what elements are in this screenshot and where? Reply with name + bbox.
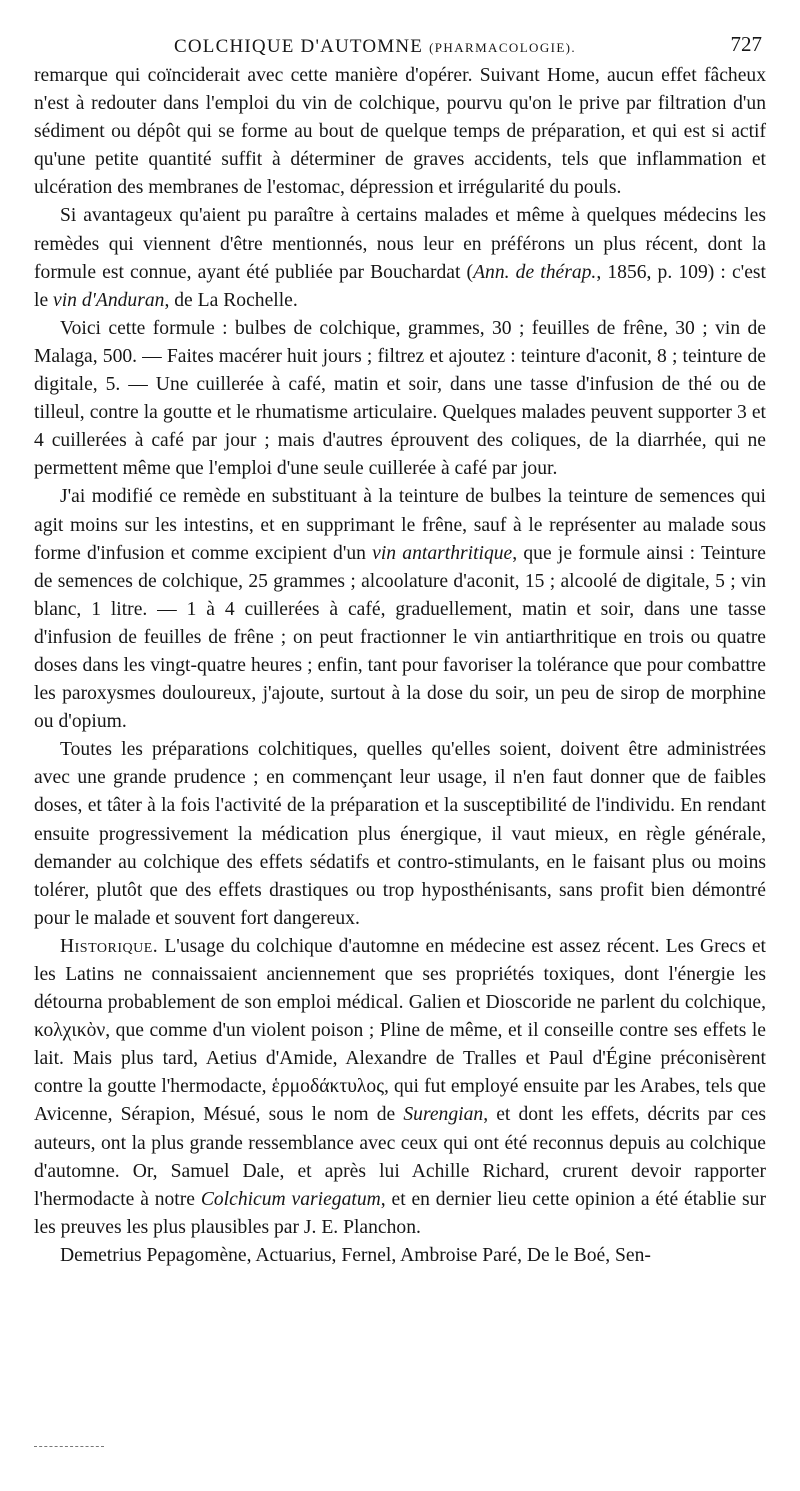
text-run: remarque qui coïnciderait avec cette manière d'opérer. Suivant Home, aucun effet fâcheux n'est à redouter dans l'emploi du vin de colchique, pourvu qu'on le prive par filtration d'un sédiment ou dépôt qui se forme au bout de quelque temps de préparation, et qui est si actif qu'une petite quantité suffit à déterminer de graves accidents, tels que inflammation et ulcération des membranes de l'estomac, dépression et irrégularité du pouls. [34, 65, 766, 199]
running-title [174, 36, 576, 58]
book-page [34, 28, 766, 1270]
body-text [34, 62, 766, 1270]
text-run: L'usage du colchique d'automne en médecine est assez récent. Les Grecs et les Latins ne connaissaient anciennement que ses propriétés toxiques, dont l'énergie les détourna probablement de son emploi médical. Galien et Dioscoride ne parlent du colchique, κολχικὸν, que comme d'un violent poison ; Pline de même, et il conseille contre ses effets le lait. Mais plus tard, Aetius d'Amide, Alexandre de Tralles et Paul d'Égine préconisèrent contre la goutte l'hermodacte, ἑρμοδάκτυλος, qui fut employé ensuite par les Arabes, tels que Avicenne, Sérapion, Mésué, sous le nom de [34, 935, 766, 1126]
paragraph-5 [34, 736, 766, 933]
running-title-section: (PHARMACOLOGIE). [429, 40, 577, 55]
text-run: Colchicum variegatum [200, 1188, 381, 1210]
paragraph-historique [34, 933, 766, 1242]
text-run: Historique. [60, 935, 159, 957]
text-run: vin antarthritique [372, 542, 513, 564]
text-run: Surengian [403, 1104, 484, 1126]
text-run: Demetrius Pepagomène, Actuarius, Fernel, Ambroise Paré, De le Boé, Sen- [60, 1244, 651, 1266]
paragraph-4 [34, 483, 766, 736]
text-run: vin d'Anduran [53, 289, 165, 311]
text-run: , que je formule ainsi : Teinture de semences de colchique, 25 grammes ; alcoolature d'aconit, 15 ; alcoolé de digitale, 5 ; vin blanc, 1 litre. — 1 à 4 cuillerées à café, graduellement, matin et soir, dans une tasse d'infusion de feuilles de frêne ; on peut fractionner le vin antiarthritique en trois ou quatre doses dans les vingt-quatre heures ; enfin, tant pour favoriser la tolérance que pour combattre les paroxysmes douloureux, j'ajoute, surtout à la dose du soir, un peu de sirop de morphine ou d'opium. [34, 542, 766, 733]
text-run: J'ai modifié ce remède en substituant à la teinture de bulbes la teinture de semences qui agit moins sur les intestins, et en supprimant le frêne, sauf à le représenter au malade sous forme d'infusion et comme excipient d'un [34, 486, 766, 564]
text-run: Ann. de thérap. [473, 261, 597, 283]
paragraph-2 [34, 202, 766, 314]
paragraph-3 [34, 315, 766, 484]
text-run: Toutes les préparations colchitiques, quelles qu'elles soient, doivent être administrées avec une grande prudence ; en commençant leur usage, il n'en faut donner que de faibles doses, et tâter à la fois l'activité de la préparation et la susceptibilité de l'individu. En rendant ensuite progressivement la médication plus énergique, il vaut mieux, en règle générale, demander au colchique des effets sédatifs et contro-stimulants, en le faisant plus ou moins tolérer, plutôt que des effets drastiques ou trop hyposthénisants, sans profit bien démontré pour le malade et souvent fort dangereux. [34, 739, 766, 929]
paragraph-7 [34, 1242, 766, 1270]
text-run: Si avantageux qu'aient pu paraître à certains malades et même à quelques médecins les remèdes qui viennent d'être mentionnés, nous leur en préférons un plus récent, dont la formule est connue, ayant été publiée par Bouchardat ( [34, 205, 766, 283]
text-run: , et dont les effets, décrits par ces auteurs, ont la plus grande ressemblance avec ceux qui ont été reconnus depuis au colchique d'automne. Or, Samuel Dale, et après lui Achille Richard, crurent devoir rapporter l'hermodacte à notre [34, 1104, 766, 1210]
footnote-rule [34, 1446, 104, 1447]
paragraph-1 [34, 62, 766, 202]
page-number: 727 [730, 32, 762, 56]
running-title-main: COLCHIQUE D'AUTOMNE [174, 36, 424, 57]
text-run: , de La Rochelle. [164, 289, 298, 311]
text-run: , 1856, p. 109) : c'est le [34, 261, 766, 311]
text-run: Voici cette formule : bulbes de colchique, grammes, 30 ; feuilles de frêne, 30 ; vin de Malaga, 500. — Faites macérer huit jours ; filtrez et ajoutez : teinture d'aconit, 8 ; teinture de digitale, 5. — Une cuillerée à café, matin et soir, dans une tasse d'infusion de thé ou de tilleul, contre la goutte et le rhumatisme articulaire. Quelques malades peuvent supporter 3 et 4 cuillerées à café par jour ; mais d'autres éprouvent des coliques, de la diarrhée, qui ne permettent même que l'emploi d'une seule cuillerée à café par jour. [34, 317, 766, 480]
running-header [34, 28, 766, 62]
text-run: , et en dernier lieu cette opinion a été établie sur les preuves les plus plausibles par J. E. Planchon. [34, 1188, 766, 1238]
